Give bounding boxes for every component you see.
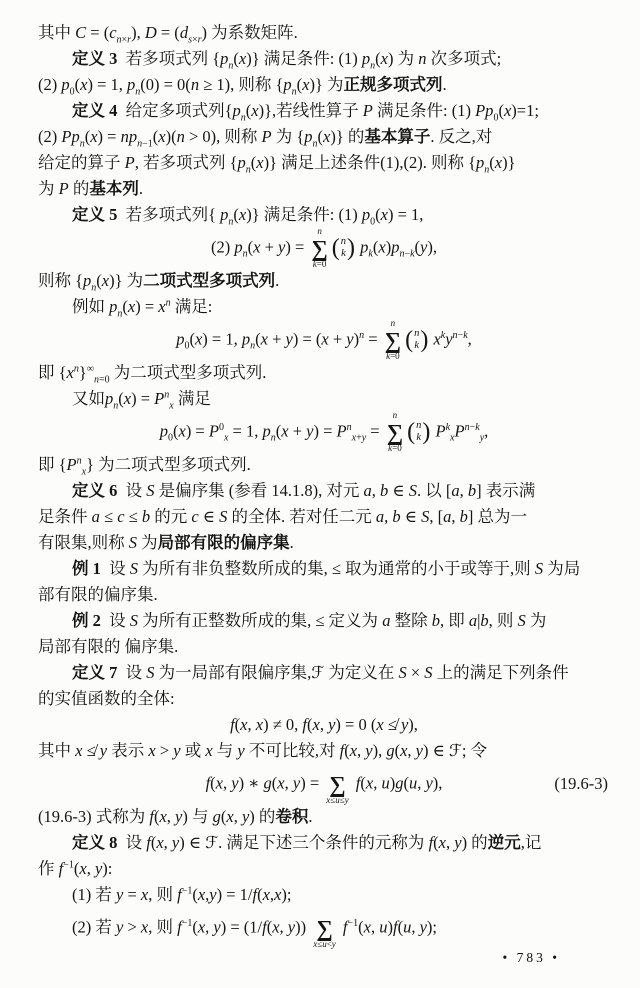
text-line: 定义 8 设 f(x, y) ∈ ℱ. 满足下述三个条件的元称为 f(x, y) 的逆元,记 [72, 833, 542, 852]
formula-line: $p_0(x) = 1$, $p_n(x + y) = (x + y)^n$ = n ∑ k=0 ( n k ) $x^ky^{n-k}$, [176, 317, 472, 361]
text-line: 部有限的偏序集. [38, 585, 158, 604]
text-line: 的实值函数的全体: [38, 689, 175, 708]
text-line: 足条件 a ≤ c ≤ b 的元 c ∈ S 的全体. 若对任二元 a, b ∈ S, [a, b] 总为一 [38, 507, 527, 526]
text-line: (19.6-3) 式称为 f(x, y) 与 g(x, y) 的卷积. [38, 807, 313, 826]
text-line: 给定的算子 P, 若多项式列 $\{p_n(x)\}$ 满足上述条件(1),(2). 则称 $\{p_n(x)\}$ [38, 153, 516, 176]
text-line: 即 $\{P^n_x\}$ 为二项式型多项式列. [38, 455, 251, 478]
text-line: 例如 $p_n(x) = x^n$ 满足: [72, 297, 213, 320]
text-line: 局部有限的 偏序集. [38, 637, 179, 656]
text-line: 有限集,则称 S 为局部有限的偏序集. [38, 533, 294, 552]
text-line: 即 $\{x^n\}^\infty_{n=0}$ 为二项式型多项式列. [38, 363, 267, 386]
text-line: 其中 $C = (c_{n\times r})$, $D = (d_{s\times r})$ 为系数矩阵. [38, 23, 298, 46]
text-line: 定义 6 设 S 是偏序集 (参看 14.1.8), 对元 a, b ∈ S. 以 [a, b] 表示满 [72, 481, 536, 500]
text-line: 定义 7 设 S 为一局部有限偏序集,ℱ 为定义在 S × S 上的满足下列条件 [72, 663, 569, 682]
text-line: 为 P 的基本列. [38, 179, 143, 198]
text-line: 作 $f^{-1}(x$, y): [38, 859, 113, 878]
text-line: 则称 $\{p_n(x)\}$ 为二项式型多项式列. [38, 271, 280, 294]
text-line: (2) $Pp_n(x) = np_{n-1}(x)(n > 0)$, 则称 P 为 $\{p_n(x)\}$ 的基本算子. 反之,对 [38, 127, 493, 150]
formula-line: (2) 若 y > x, 则 $f^{-1}(x$, y) = (1/f(x, y)) ∑ x≤u<y $f^{-1}(x$, u)f(u, y); [72, 915, 437, 949]
text-line: (1) 若 y = x, 则 $f^{-1}(x,y) = 1/f(x,x)$; [72, 885, 292, 904]
page-number: • 783 • [502, 950, 560, 965]
text-line: 定义 3 若多项式列 $\{p_n(x)\}$ 满足条件: (1) $p_n(x)$ 为 n 次多项式; [72, 49, 502, 72]
text-line: 其中 x ≰ y 表示 x > y 或 x 与 y 不可比较,对 f(x, y), g(x, y) ∈ ℱ; 令 [38, 741, 488, 760]
text-line: 定义 4 给定多项式列$\{p_n(x)\}$,若线性算子 P 满足条件: (1) $Pp_0(x)=1$; [72, 101, 539, 124]
formula-line: $p_0(x) = P^0_x = 1$, $p_n(x + y) = P^n_{x+y}$ = n ∑ k=0 ( n k ) $P^k_xP^{n-k}_y$, [159, 409, 489, 453]
equation-number: (19.6-3) [554, 774, 608, 793]
text-line: 定义 5 若多项式列{ $p_n(x)$} 满足条件: (1) $p_0(x) = 1$, [72, 205, 424, 228]
page-body [38, 20, 610, 948]
text-line: 又如$p_n(x) = P^n_x$ 满足 [72, 389, 211, 412]
text-line: 例 1 设 S 为所有非负整数所成的集, ≤ 取为通常的小于或等于,则 S 为局 [72, 559, 581, 578]
formula-line: f(x, x) ≠ 0, f(x, y) = 0 (x ≰ y), [230, 715, 418, 734]
formula-line: f(x, y) ∗ g(x, y) = ∑ x≤u≤y f(x, u)g(u, y), (19.6-3) [205, 771, 608, 805]
text-line: 例 2 设 S 为所有正整数所成的集, ≤ 定义为 a 整除 b, 即 a|b, 则 S 为 [72, 611, 547, 630]
formula-line: (2) $p_n(x + y)$ = n ∑ k=0 ( n k ) $p_k(x)p_{n-k}(y)$, [210, 225, 437, 269]
text-line: (2) $p_0(x) = 1$, $p_n(0) = 0(n \ge 1)$, 则称 $\{p_n(x)\}$ 为正规多项式列. [38, 75, 447, 98]
